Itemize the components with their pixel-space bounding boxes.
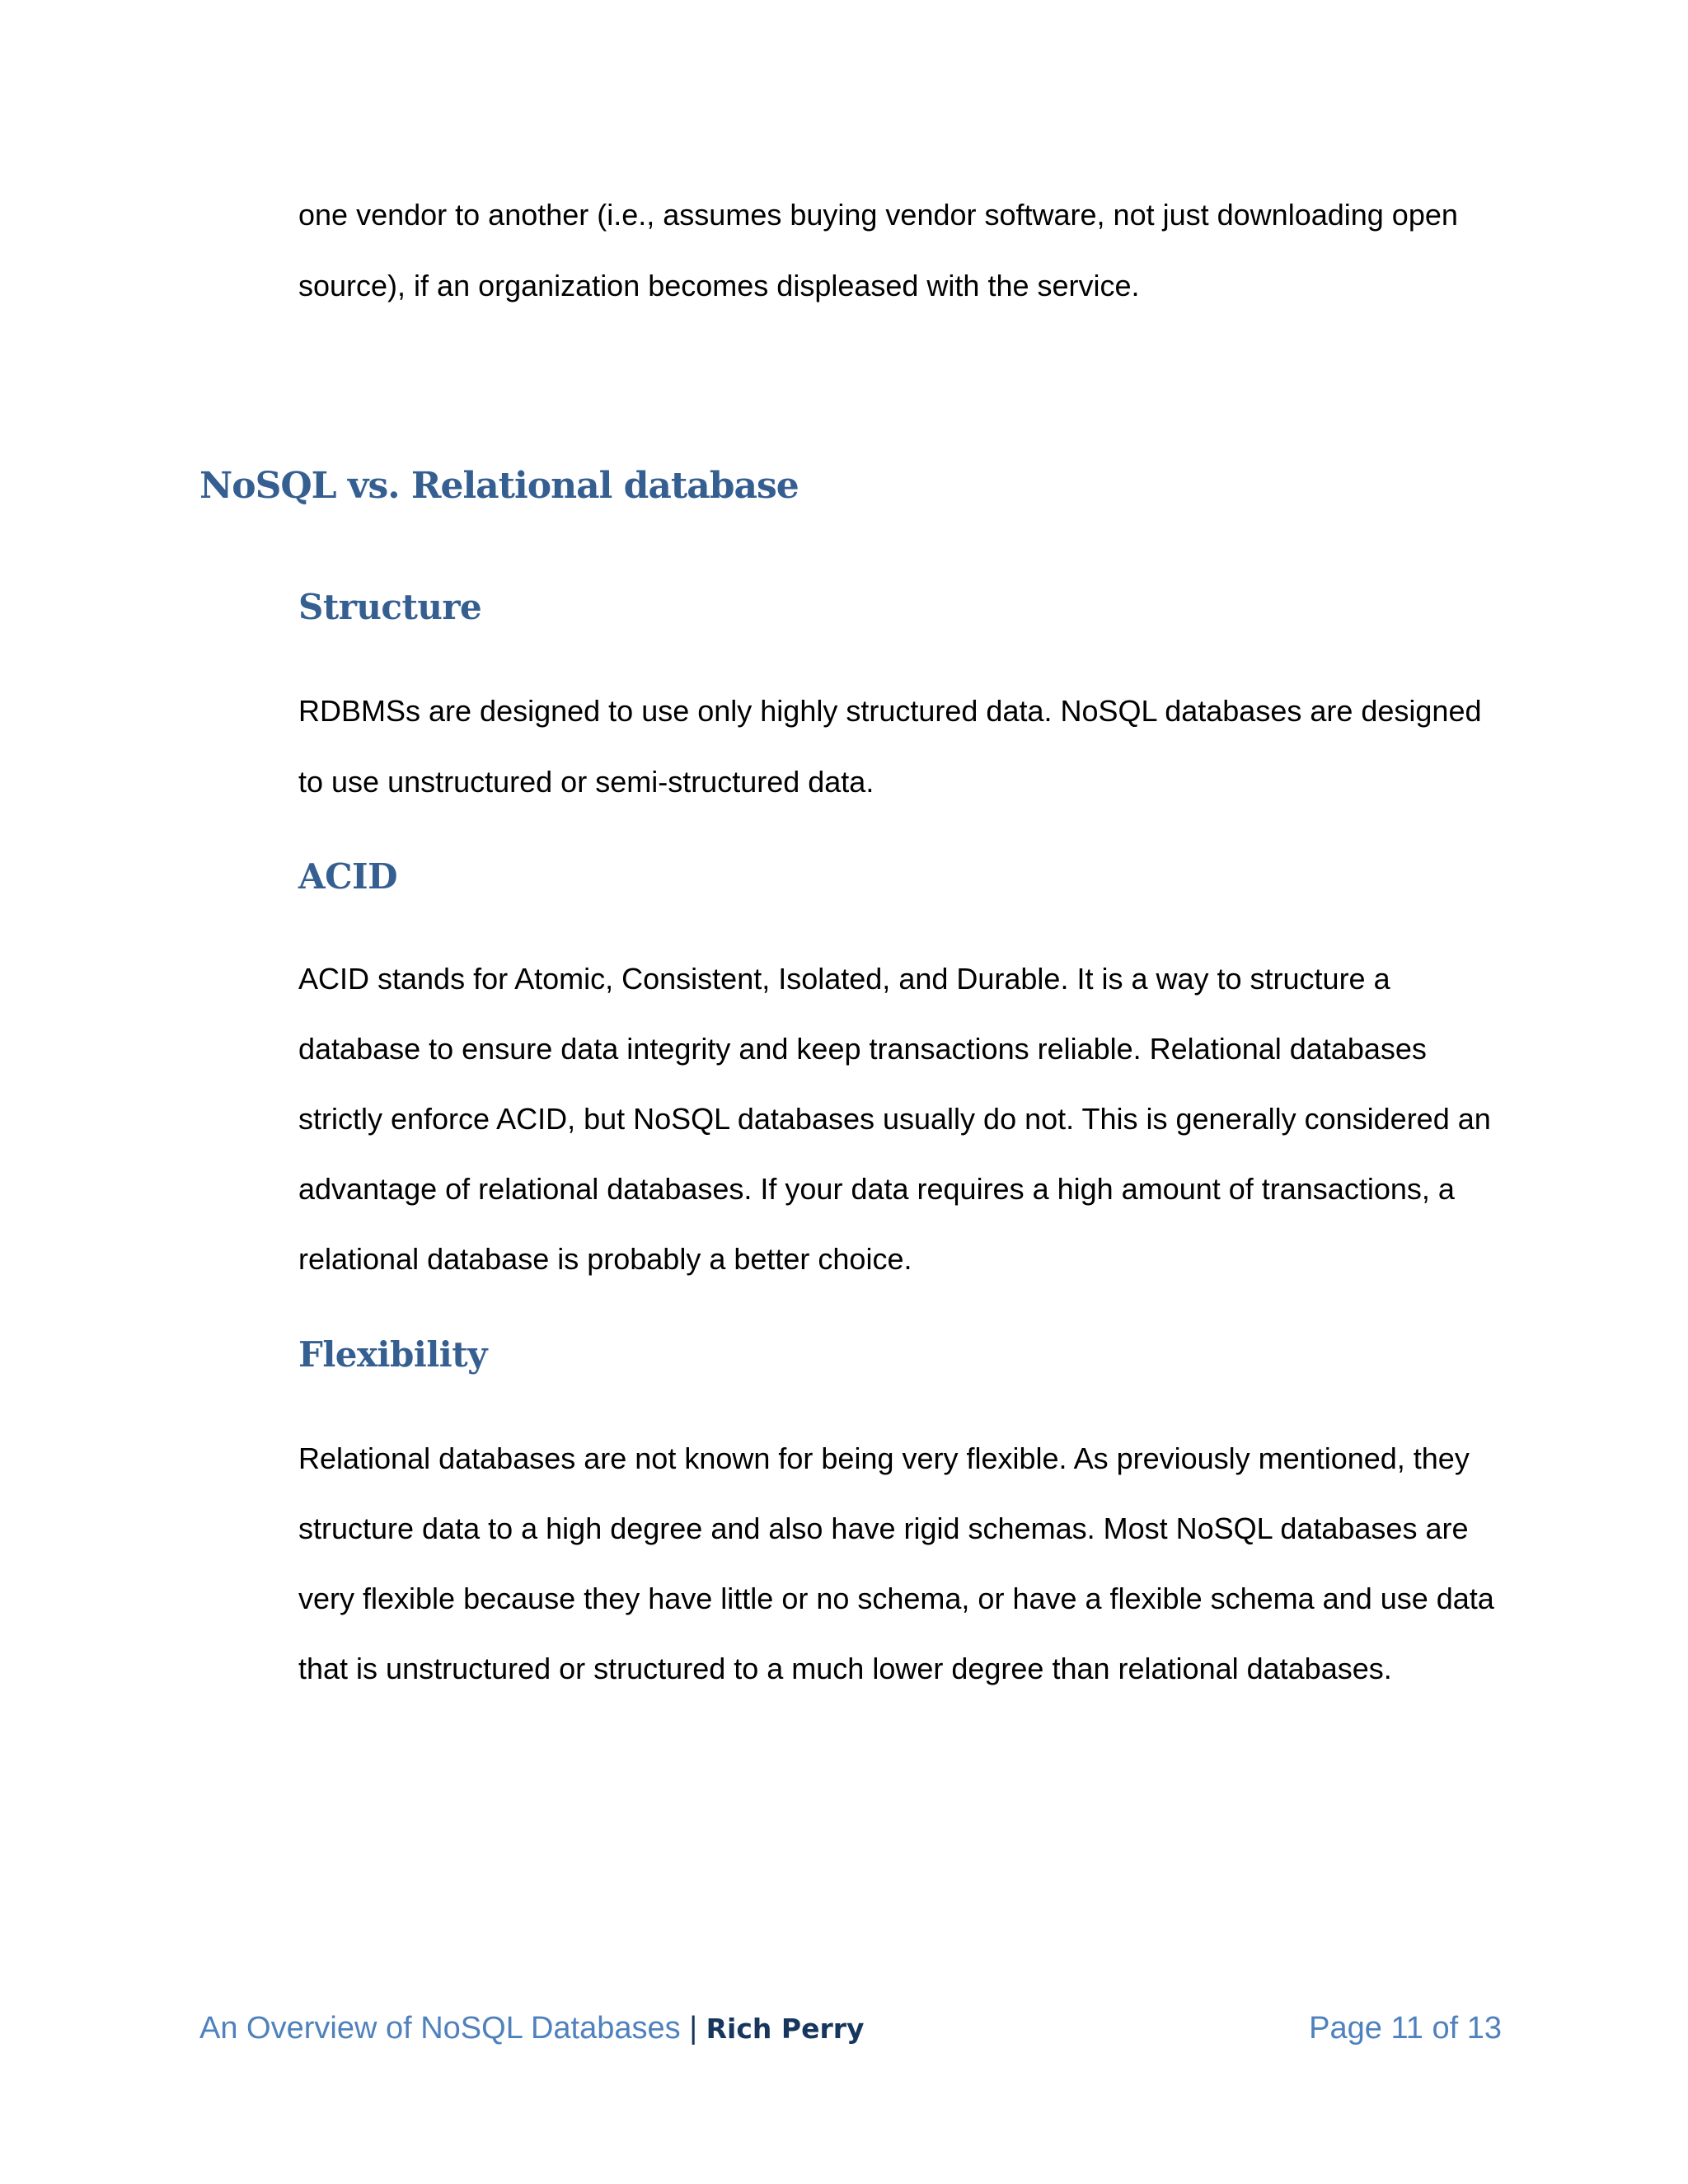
footer-separator: |: [689, 2011, 698, 2046]
subsection-heading-structure: Structure: [298, 587, 482, 627]
page-footer: [199, 2011, 1502, 2057]
footer-document-title: An Overview of NoSQL Databases: [199, 2011, 681, 2046]
footer-left: [199, 2011, 865, 2046]
subsection-heading-flexibility: Flexibility: [298, 1334, 488, 1375]
intro-paragraph: one vendor to another (i.e., assumes buying vendor software, not just downloading open source), if an organization becomes displeased with the service.: [298, 198, 1458, 302]
page-number: Page 11 of 13: [1309, 2011, 1502, 2046]
structure-paragraph: RDBMSs are designed to use only highly structured data. NoSQL databases are designed to use unstructured or semi-structured data.: [298, 694, 1482, 799]
acid-paragraph: ACID stands for Atomic, Consistent, Isolated, and Durable. It is a way to structure a database to ensure data integrity and keep transactions reliable. Relational databases strictly enforce ACID, but NoSQL databases usually do not. This is generally considered an advantage of relational databases. If your data requires a high amount of transactions, a relational database is probably a better choice.: [298, 962, 1491, 1276]
subsection-heading-acid: ACID: [298, 856, 398, 897]
flexibility-paragraph: Relational databases are not known for being very flexible. As previously mentioned, they structure data to a high degree and also have rigid schemas. Most NoSQL databases are very flexible because they have little or no schema, or have a flexible schema and use data that is unstructured or structured to a much lower degree than relational databases.: [298, 1441, 1494, 1685]
section-title: NoSQL vs. Relational database: [199, 465, 799, 507]
footer-author: Rich Perry: [706, 2013, 865, 2045]
